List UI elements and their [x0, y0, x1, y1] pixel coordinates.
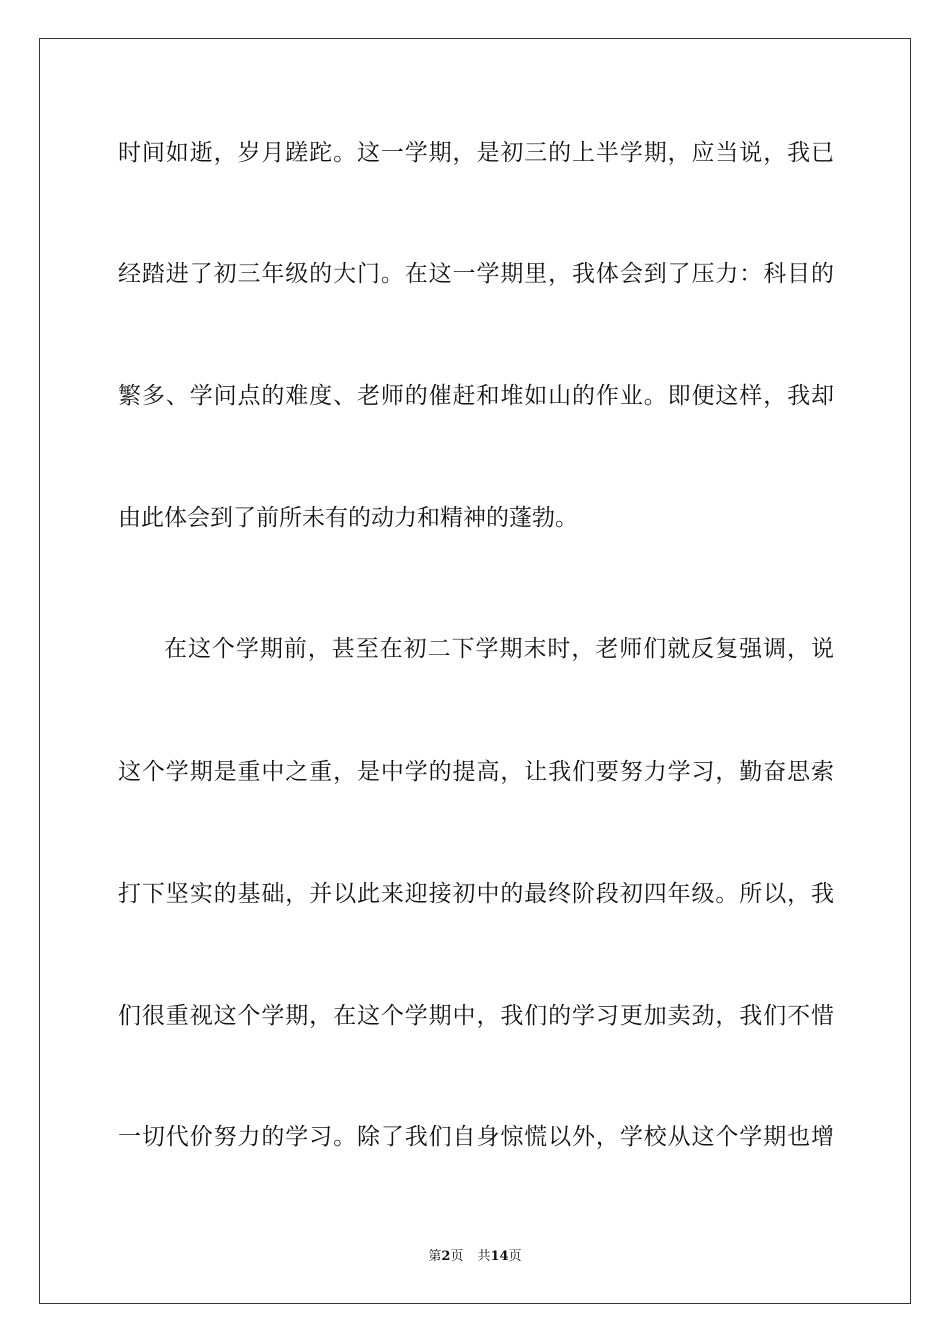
page-footer: [0, 1247, 950, 1267]
paragraph-line: 时间如逝，岁月蹉跎。这一学期，是初三的上半学期，应当说，我已: [118, 140, 834, 166]
paragraph-line: 经踏进了初三年级的大门。在这一学期里，我体会到了压力：科目的: [118, 261, 834, 287]
paragraph-line: 打下坚实的基础，并以此来迎接初中的最终阶段初四年级。所以，我: [118, 881, 834, 907]
paragraph-line: 在这个学期前，甚至在初二下学期末时，老师们就反复强调，说: [164, 636, 834, 662]
page-suffix: 页: [450, 1249, 464, 1264]
page-border: [39, 38, 911, 1304]
total-suffix: 页: [508, 1249, 522, 1264]
paragraph-line: 由此体会到了前所未有的动力和精神的蓬勃。: [118, 505, 578, 531]
paragraph-line: 们很重视这个学期，在这个学期中，我们的学习更加卖劲，我们不惜: [118, 1003, 834, 1029]
page-prefix: 第: [428, 1249, 442, 1264]
total-pages: 14: [490, 1249, 509, 1264]
paragraph-line: 繁多、学问点的难度、老师的催赶和堆如山的作业。即便这样，我却: [118, 383, 834, 409]
paragraph-line: 一切代价努力的学习。除了我们自身惊慌以外，学校从这个学期也增: [118, 1124, 834, 1150]
total-prefix: 共: [477, 1249, 491, 1264]
page-number: 2: [441, 1249, 451, 1264]
paragraph-line: 这个学期是重中之重，是中学的提高，让我们要努力学习，勤奋思索: [118, 759, 834, 785]
